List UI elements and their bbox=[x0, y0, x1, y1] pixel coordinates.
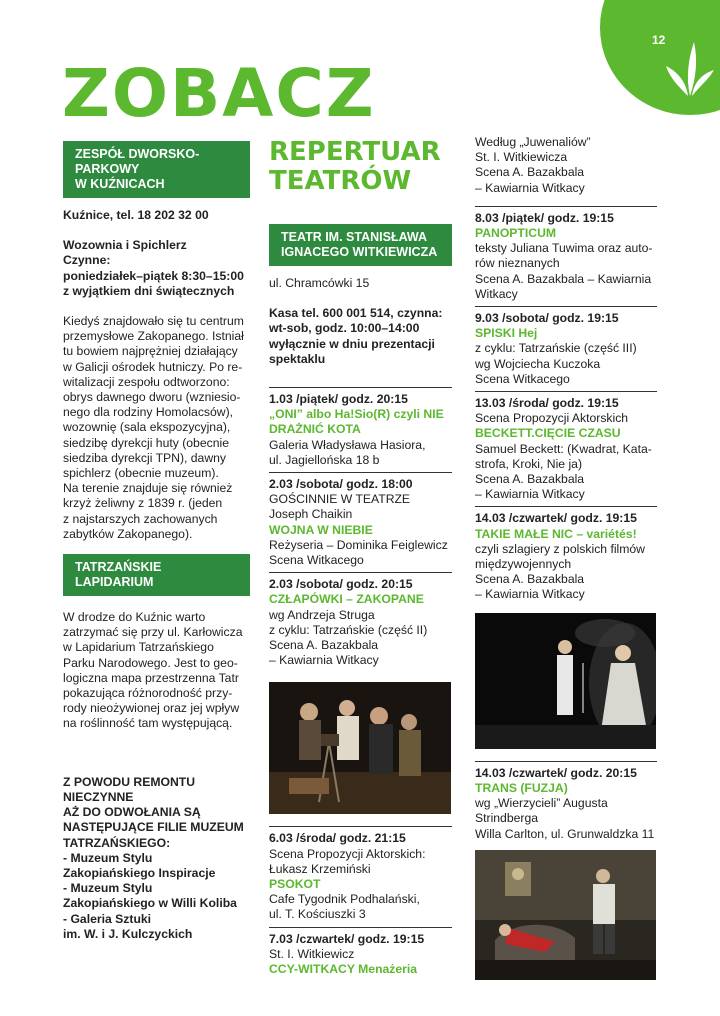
repertoire-heading: REPERTUAR TEATRÓW bbox=[269, 137, 441, 196]
event-item: 14.03 /czwartek/ godz. 19:15 TAKIE MAŁE NIC – variétés! czyli szlagiery z polskich filmów międzywojennych Scena A. Bazakbala – Kawiarnia Witkacy bbox=[475, 506, 657, 602]
event-item: 8.03 /piątek/ godz. 19:15 PANOPTICUM teksty Juliana Tuwima oraz auto- rów nieznanych Scena A. Bazakbala – Kawiarnia Witkacy bbox=[475, 206, 657, 302]
page-title: ZOBACZ bbox=[62, 55, 376, 132]
event-item: 1.03 /piątek/ godz. 20:15 „ONI” albo Ha!Sio(R) czyli NIE DRAŻNIĆ KOTA Galeria Władysława Hasiora, ul. Jagiellońska 18 b bbox=[269, 387, 452, 468]
leaf-icon bbox=[664, 38, 716, 98]
box-office: Kasa tel. 600 001 514, czynna: wt-sob, godz. 10:00–14:00 wyłącznie w dniu prezentacji spektaklu bbox=[269, 306, 443, 366]
theatre-box: TEATR IM. STANISŁAWA IGNACEGO WITKIEWICZA bbox=[269, 224, 452, 266]
lapidarium-text: W drodze do Kuźnic warto zatrzymać się przy ul. Karłowicza w Lapidarium Tatrzańskiego Parku Narodowego. Jest to geo- logiczna mapa przestrzenna Tatr pokazująca różnorodność przy- rody nieożywionej oraz jej wpływ na roślinność tam występującą. bbox=[63, 610, 243, 731]
event-item: 14.03 /czwartek/ godz. 20:15 TRANS (FUZJA) wg „Wierzycieli” Augusta Strindberga Willa Carlton, ul. Grunwaldzka 11 bbox=[475, 761, 657, 842]
event-item: 13.03 /środa/ godz. 19:15 Scena Propozycji Aktorskich BECKETT.CIĘCIE CZASU Samuel Beckett: (Kwadrat, Kata- strofa, Kroki, Nie ja) Scena A. Bazakbala – Kawiarnia Witkacy bbox=[475, 391, 657, 502]
event-item: 2.03 /sobota/ godz. 18:00 GOŚCINNIE W TEATRZE Joseph Chaikin WOJNA W NIEBIE Reżyseria – Dominika Feiglewicz Scena Witkacego bbox=[269, 472, 452, 568]
event-item: 2.03 /sobota/ godz. 20:15 CZŁAPÓWKI – ZAKOPANE wg Andrzeja Struga z cyklu: Tatrzańskie (część II) Scena A. Bazakbala – Kawiarnia Witkacy bbox=[269, 572, 452, 668]
section-box-kuznice: ZESPÓŁ DWORSKO- PARKOWY W KUŹNICACH bbox=[63, 141, 250, 198]
section-box-lapidarium: TATRZAŃSKIE LAPIDARIUM bbox=[63, 554, 250, 596]
closure-notice: Z POWODU REMONTU NIECZYNNE AŻ DO ODWOŁANIA SĄ NASTĘPUJĄCE FILIE MUZEUM TATRZAŃSKIEGO: - Muzeum Stylu Zakopiańskiego Inspiracje - Muzeum Stylu Zakopiańskiego w Willi Koliba - Galeria Sztuki im. W. i J. Kulczyckich bbox=[63, 774, 244, 941]
column-museum bbox=[63, 141, 250, 942]
event-item: 6.03 /środa/ godz. 21:15 Scena Propozycji Aktorskich: Łukasz Krzemiński PSOKOT Cafe Tygodnik Podhalański, ul. T. Kościuszki 3 bbox=[269, 826, 452, 922]
theatre-photo-1 bbox=[269, 682, 451, 814]
column-repertoire bbox=[269, 138, 452, 977]
description: Kiedyś znajdowało się tu centrum przemysłowe Zakopanego. Istniał tu bowiem najprężniej działający w Galicji ośrodek hutniczy. Po re- witalizacji zespołu odtworzono: obrys dawnego dworu (wzniesio- nego dla rodziny Homolacsów), wozownię (sala ekspozycyjna), siedzibę dyrekcji huty (obecnie siedziba dyrekcji TPN), dawny spichlerz (obecnie muzeum). Na terenie znajduje się również krzyż żeliwny z 1839 r. (jeden z najstarszych zachowanych zabytków Zakopanego). bbox=[63, 314, 244, 541]
address: Kuźnice, tel. 18 202 32 00 bbox=[63, 208, 209, 222]
column-repertoire-continued bbox=[475, 135, 657, 980]
theatre-photo-3 bbox=[475, 850, 656, 980]
event-item: 7.03 /czwartek/ godz. 19:15 St. I. Witkiewicz CCY-WITKACY Menażeria bbox=[269, 927, 452, 978]
theatre-street: ul. Chramcówki 15 bbox=[269, 276, 370, 290]
page-number: 12 bbox=[652, 33, 666, 47]
opening-hours: Wozownia i Spichlerz Czynne: poniedziałek–piątek 8:30–15:00 z wyjątkiem dni świątecznych bbox=[63, 238, 244, 298]
theatre-photo-2 bbox=[475, 613, 656, 749]
event-item: 9.03 /sobota/ godz. 19:15 SPISKI Hej z cyklu: Tatrzańskie (część III) wg Wojciecha Kuczoka Scena Witkacego bbox=[475, 306, 657, 387]
event-continuation: Według „Juwenaliów” St. I. Witkiewicza Scena A. Bazakbala – Kawiarnia Witkacy bbox=[475, 135, 591, 195]
